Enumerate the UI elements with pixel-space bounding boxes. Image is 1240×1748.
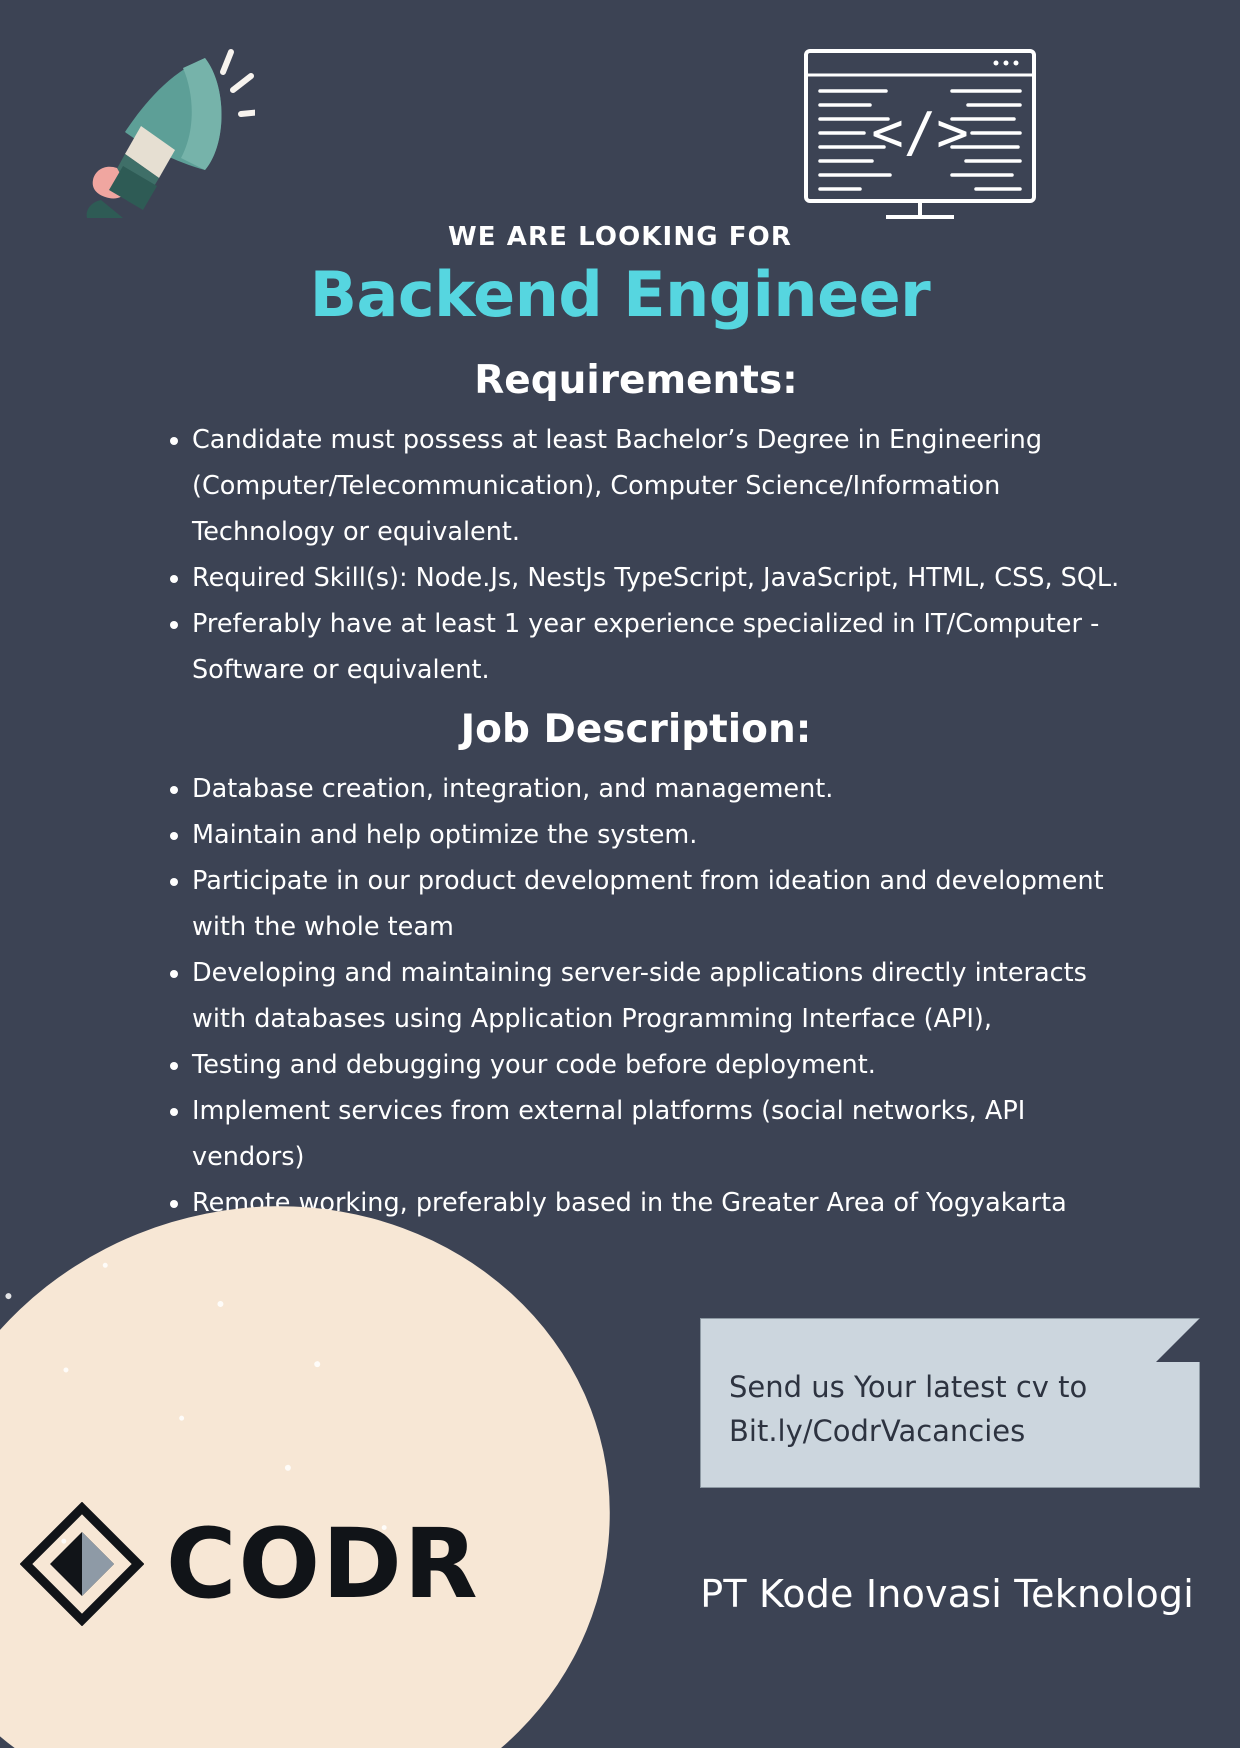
list-item: Implement services from external platforms (social networks, API vendors): [150, 1088, 1122, 1180]
company-name: PT Kode Inovasi Teknologi: [700, 1572, 1194, 1616]
cv-note-text: [729, 1365, 1159, 1453]
list-item: Required Skill(s): Node.Js, NestJs TypeScript, JavaScript, HTML, CSS, SQL.: [150, 555, 1122, 601]
list-item: Candidate must possess at least Bachelor’s Degree in Engineering (Computer/Telecommunication), Computer Science/Information Technology or equivalent.: [150, 417, 1122, 555]
job-description-list: [150, 766, 1122, 1226]
list-item: Database creation, integration, and management.: [150, 766, 1122, 812]
decorative-blob: [0, 1173, 640, 1748]
cv-note-line-2[interactable]: Bit.ly/CodrVacancies: [729, 1414, 1026, 1448]
list-item: Developing and maintaining server-side applications directly interacts with databases using Application Programming Interface (API),: [150, 950, 1122, 1042]
cv-note-card[interactable]: [700, 1318, 1200, 1488]
card-fold-corner: [1156, 1318, 1200, 1362]
job-description-heading: Job Description:: [460, 707, 812, 752]
svg-text:</>: </>: [871, 101, 969, 164]
kicker-text: WE ARE LOOKING FOR: [448, 222, 792, 252]
megaphone-icon: [55, 40, 255, 220]
list-item: Testing and debugging your code before deployment.: [150, 1042, 1122, 1088]
list-item: Remote working, preferably based in the Greater Area of Yogyakarta: [150, 1180, 1122, 1226]
list-item: Preferably have at least 1 year experience specialized in IT/Computer - Software or equivalent.: [150, 601, 1122, 693]
requirements-list: [150, 417, 1122, 693]
codr-logo: [20, 1502, 480, 1626]
codr-logo-text: CODR: [166, 1508, 480, 1620]
monitor-code-icon: [800, 45, 1040, 230]
list-item: Participate in our product development from ideation and development with the whole team: [150, 858, 1122, 950]
page-title: Backend Engineer: [309, 258, 931, 331]
list-item: Maintain and help optimize the system.: [150, 812, 1122, 858]
requirements-heading: Requirements:: [474, 358, 798, 403]
cv-note-line-1: Send us Your latest cv to: [729, 1370, 1088, 1404]
poster-content: [0, 358, 1240, 1234]
codr-logo-mark-icon: [20, 1502, 144, 1626]
